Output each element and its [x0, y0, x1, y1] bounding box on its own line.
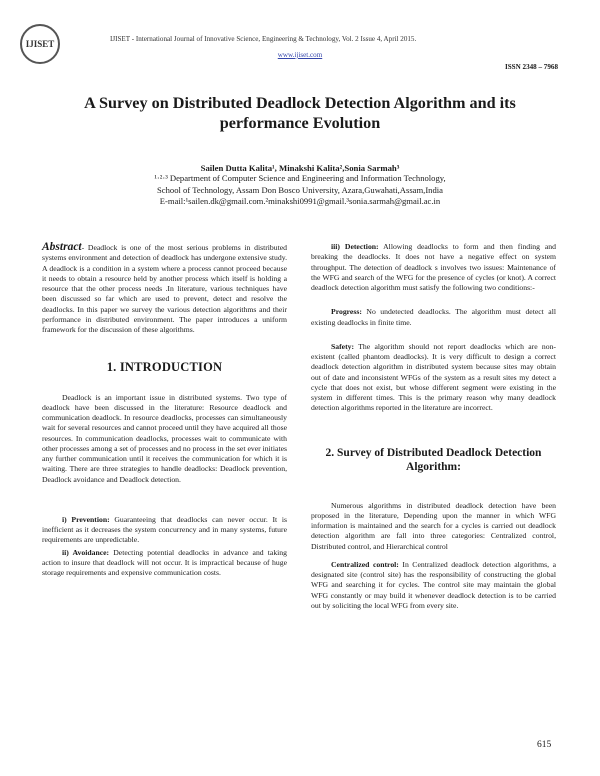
progress-label: Progress: [331, 307, 362, 317]
abstract-paragraph [42, 242, 287, 335]
paper-title: A Survey on Distributed Deadlock Detection Algorithm and its performance Evolution [84, 94, 516, 132]
abstract-text: - Deadlock is one of the most serious problems in distributed systems environment and detection of deadlock has undergone extensive study. A deadlock is a condition in a system where a process cannot proceed because it needs to obtain a resource held by another process which itself is holding a resource that the other process needs .In literature, various techniques have been discussed so far which are used to prevent, detect and resolve the deadlocks. In this paper we survey the various detection algorithms and their performance in distributed environment. The paper introduces a uniform framework for the discussion of these algorithms. [42, 243, 287, 334]
survey-paragraph: Numerous algorithms in distributed deadlock detection have been proposed in the literature, Depending upon the manner in which WFG information is maintained and the search for a cycles is carried out deadlock detection algorithm are fall into three categories: Centralized control, Distributed control, and Hierarchical control [311, 500, 556, 551]
avoidance-label: ii) Avoidance: [62, 547, 110, 557]
section-heading-survey: 2. Survey of Distributed Deadlock Detection Algorithm: [325, 446, 542, 473]
affiliation-line-1: ¹·²·³ Department of Computer Science and Engineering and Information Technology, [154, 173, 446, 183]
progress-paragraph [311, 307, 556, 328]
left-column [42, 242, 287, 578]
section-heading-introduction: 1. INTRODUCTION [106, 360, 223, 375]
authors: Sailen Dutta Kalita¹, Minakshi Kalita²,Sonia Sarmah³ [200, 163, 400, 173]
avoidance-item [42, 548, 287, 579]
journal-url-row [0, 51, 600, 59]
centralized-label: Centralized control: [331, 559, 399, 569]
journal-citation: IJISET - International Journal of Innovative Science, Engineering & Technology, Vol. 2 Issue 4, April 2015. [110, 35, 417, 43]
avoidance-text: Detecting potential deadlocks in advance and taking action to insure that deadlock will not occur. It is impractical because of huge storage requirements and expensive communication costs. [42, 547, 287, 577]
detection-item [311, 242, 556, 293]
prevention-label: i) Prevention: [62, 514, 110, 524]
intro-paragraph: Deadlock is an important issue in distributed systems. Two type of deadlock have been discussed in the literature: Resource deadlock and communication deadlock. In resource deadlocks, processes can simultaneously wait for several resources and cannot proceed until they have acquired all those resources. In communication deadlocks, processes wait to communicate with other processes among a set of processes and no process in the set ever initiates any further communication until it receives the communication for which it is waiting. There are three strategies to handle deadlocks: Deadlock prevention, Deadlock avoidance and Deadlock detection. [42, 392, 287, 484]
journal-logo: IJISET [20, 24, 60, 64]
abstract-label: Abstract [42, 241, 82, 253]
affiliation-emails: E-mail:¹sailen.dk@gmail.com.²minakshi0991@gmail.³sonia.sarmah@gmail.ac.in [159, 196, 441, 207]
safety-paragraph [311, 342, 556, 414]
detection-text: Allowing deadlocks to form and then finding and breaking the deadlocks. It does not have a negative effect on system throughput. The detection of deadlock s involves two issues: Maintenance of the WFG and search of the WFG for the presence of cycles (or knot). A correct deadlock detection algorithm must satisfy the following two conditions:- [311, 242, 556, 292]
journal-url-link[interactable]: www.ijiset.com [277, 51, 323, 59]
centralized-paragraph [311, 560, 556, 611]
affiliation [60, 173, 540, 208]
right-column [311, 242, 556, 611]
detection-label: iii) Detection: [331, 242, 379, 251]
safety-text: The algorithm should not report deadlocks which are non-existent (called phantom deadlocks). It is very difficult to design a correct deadlock detection algorithm in distributed system because sites may obtain out of date and inconsistent WFGs of the system as a result sites my detect a cycle that does not exist, but whose different segment were existing in the system in different times. This is the primary reason why many deadlock detection algorithms reported in the literature are incorrect. [311, 341, 556, 413]
prevention-item [42, 515, 287, 546]
centralized-text: In Centralized deadlock detection algorithms, a designated site (control site) has the responsibility of constructing the global WFG and searching it for cycles. The control site may maintain the global WFG constantly or may build it whenever deadlock detection is to be carried out by soliciting the local WFG from every site. [311, 559, 556, 610]
issn: ISSN 2348 – 7968 [504, 63, 558, 71]
affiliation-line-2: School of Technology, Assam Don Bosco University, Azara,Guwahati,Assam,India [157, 184, 443, 195]
progress-text: No undetected deadlocks. The algorithm must detect all existing deadlocks in finite time. [311, 307, 556, 327]
page-number: 615 [537, 740, 552, 750]
safety-label: Safety: [331, 341, 355, 351]
prevention-text: Guaranteeing that deadlocks can never occur. It is inefficient as it decreases the system concurrency and in many systems, future requirements are unpredictable. [42, 514, 288, 545]
